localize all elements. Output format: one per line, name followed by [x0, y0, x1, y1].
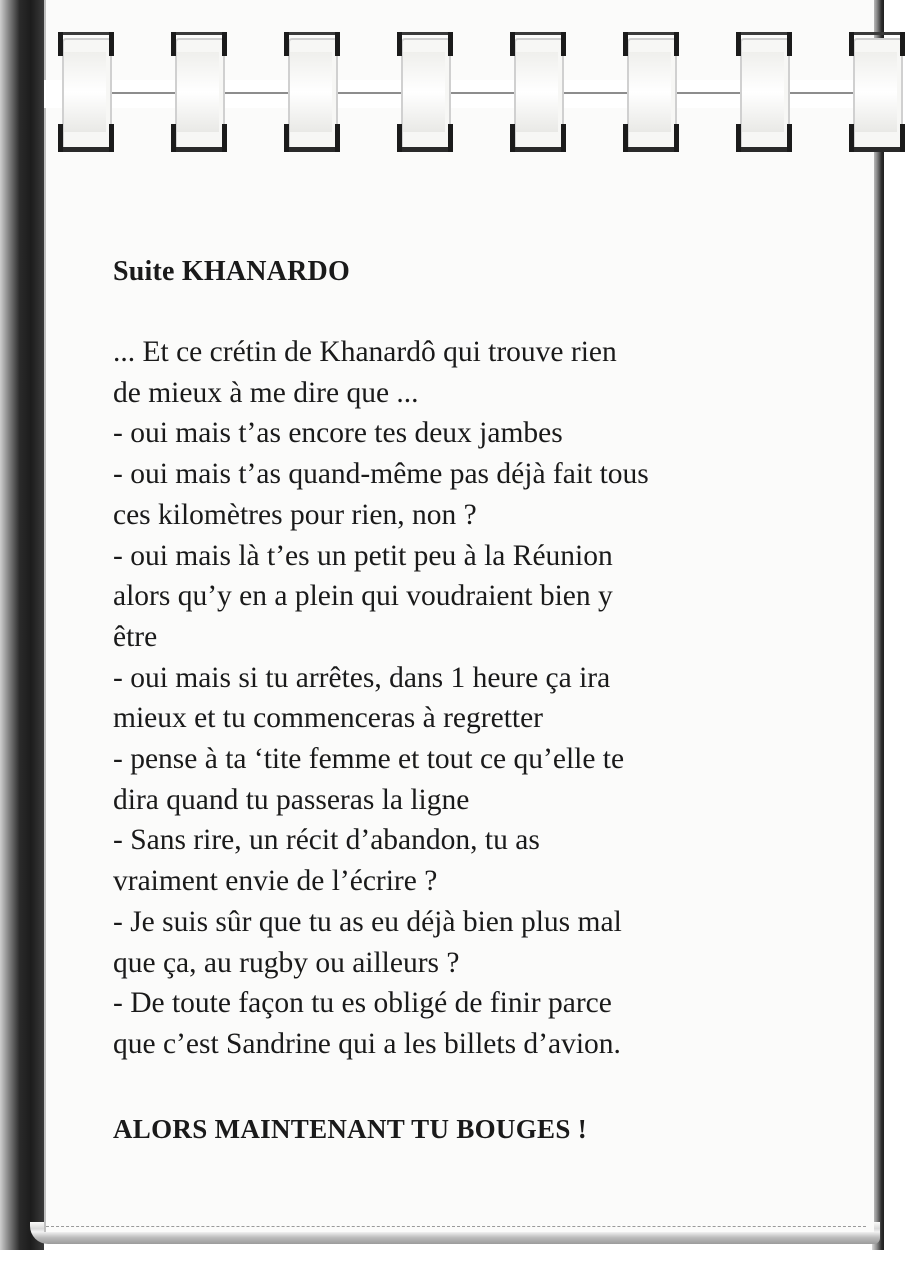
left-scan-shadow: [0, 0, 44, 1250]
text-line: que ça, au rugby ou ailleurs ?: [113, 946, 460, 979]
text-line: - oui mais t’as quand-même pas déjà fait tous: [113, 458, 649, 491]
text-line: - Sans rire, un récit d’abandon, tu as: [113, 824, 540, 857]
binding-ring: [284, 32, 340, 152]
text-line: alors qu’y en a plein qui voudraient bien y: [113, 580, 613, 613]
text-line: mieux et tu commenceras à regretter: [113, 702, 543, 735]
spiral-binding-icon: [44, 22, 882, 172]
binding-ring: [849, 32, 905, 152]
binding-ring: [736, 32, 792, 152]
text-line: - De toute façon tu es obligé de finir parce: [113, 987, 612, 1020]
binding-ring: [58, 32, 114, 152]
text-line: - Je suis sûr que tu as eu déjà bien plus mal: [113, 905, 622, 938]
text-line: vraiment envie de l’écrire ?: [113, 865, 438, 898]
text-line: dira quand tu passeras la ligne: [113, 783, 470, 816]
text-line: ... Et ce crétin de Khanardô qui trouve rien: [113, 336, 617, 368]
text-line: de mieux à me dire que ...: [113, 376, 419, 409]
text-line: - oui mais là t’es un petit peu à la Réunion: [113, 539, 613, 572]
text-line: être: [113, 620, 158, 653]
perforation-line: [46, 1226, 866, 1227]
closing-line: ALORS MAINTENANT TU BOUGES !: [113, 1113, 587, 1144]
text-line: que c’est Sandrine qui a les billets d’avion.: [113, 1027, 621, 1060]
text-line: - oui mais si tu arrêtes, dans 1 heure ça ira: [113, 661, 611, 694]
binding-ring: [171, 32, 227, 152]
page-heading: Suite KHANARDO: [113, 256, 350, 287]
text-line: - oui mais t’as encore tes deux jambes: [113, 417, 563, 450]
binding-ring: [510, 32, 566, 152]
text-line: - pense à ta ‘tite femme et tout ce qu’elle te: [113, 743, 625, 776]
binding-ring: [623, 32, 679, 152]
text-line: ces kilomètres pour rien, non ?: [113, 498, 477, 531]
body-text: [113, 332, 813, 1065]
page-content: [113, 246, 813, 1176]
binding-ring: [397, 32, 453, 152]
